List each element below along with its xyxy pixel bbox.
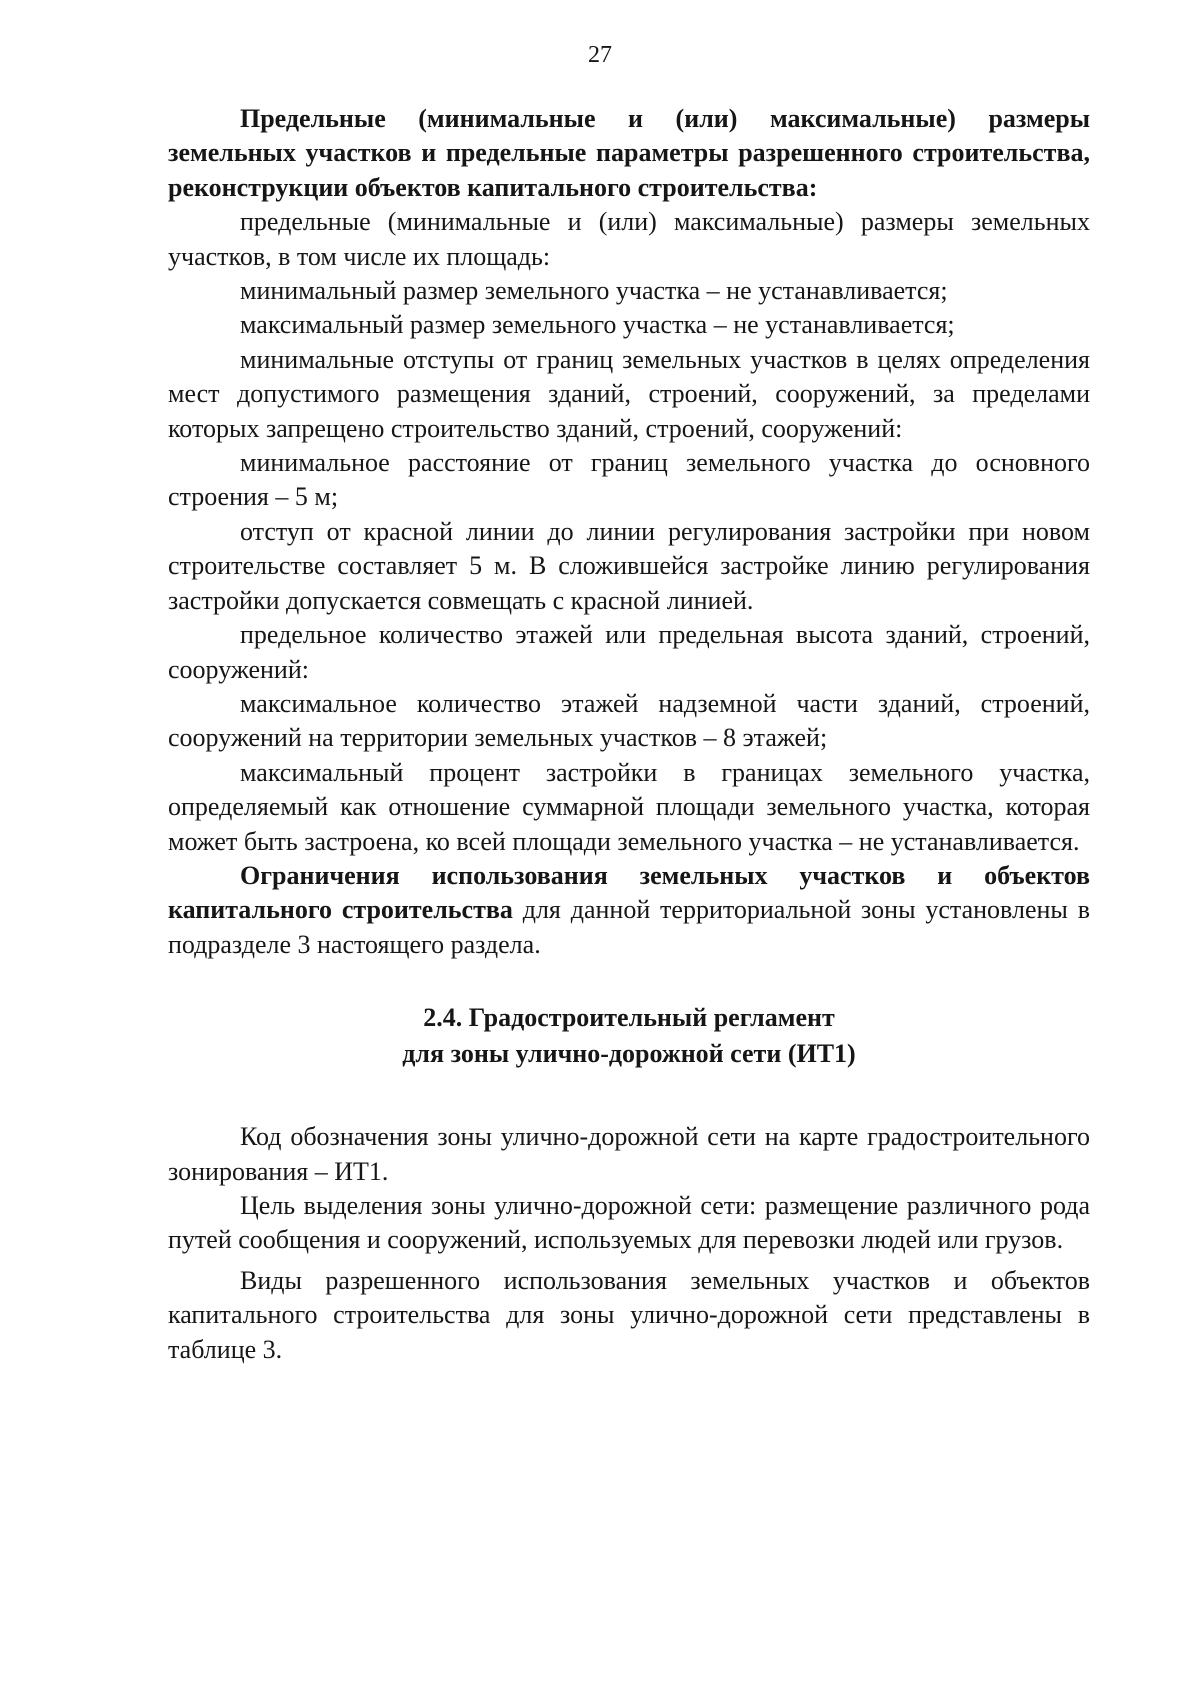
limits-heading: Предельные (минимальные и (или) максимальные) размеры земельных участков и предельные параметры разрешенного строительства, реконструкции объектов капитального строительства:: [168, 104, 1090, 202]
section-title-line-2: для зоны улично-дорожной сети (ИТ1): [402, 1039, 856, 1069]
page-content: [168, 102, 1090, 1367]
paragraph: предельное количество этажей или предельная высота зданий, строений, сооружений:: [168, 620, 1090, 684]
section-title: [168, 1000, 1090, 1072]
paragraph: максимальный размер земельного участка – не устанавливается;: [240, 310, 955, 340]
restrictions-bold-text: Ограничения использования земельных участков и объектов капитального строительства: [168, 860, 1090, 925]
section-title-line-1: 2.4. Градостроительный регламент: [423, 1003, 835, 1033]
paragraph: максимальный процент застройки в границах земельного участка, определяемый как отношение суммарной площади земельного участка, которая может быть застроена, ко всей площади земельного участка – не устанавливается.: [168, 757, 1090, 856]
paragraph: Виды разрешенного использования земельных участков и объектов капитального строительства для зоны улично-дорожной сети представлены в таблице 3.: [168, 1265, 1090, 1364]
page-number: 27: [588, 42, 612, 68]
paragraph: минимальный размер земельного участка – не устанавливается;: [240, 276, 948, 306]
restrictions-text: для данной территориальной зоны установлены в подразделе 3 настоящего раздела.: [168, 895, 1090, 959]
paragraph: Код обозначения зоны улично-дорожной сети на карте градостроительного зонирования – ИТ1.: [168, 1122, 1090, 1186]
paragraph: минимальное расстояние от границ земельного участка до основного строения – 5 м;: [168, 448, 1090, 512]
paragraph: отступ от красной линии до линии регулирования застройки при новом строительстве составляет 5 м. В сложившейся застройке линию регулирования застройки допускается совмещать с красной линией.: [168, 516, 1090, 615]
restrictions-paragraph: [168, 859, 1090, 962]
paragraph: минимальные отступы от границ земельных участков в целях определения мест допустимого размещения зданий, строений, сооружений, за пределами которых запрещено строительство зданий, строений, сооружений:: [168, 344, 1090, 443]
paragraph: Цель выделения зоны улично-дорожной сети: размещение различного рода путей сообщения и сооружений, используемых для перевозки людей или грузов.: [168, 1190, 1090, 1255]
paragraph: максимальное количество этажей надземной части зданий, строений, сооружений на территории земельных участков – 8 этажей;: [168, 688, 1090, 753]
paragraph: предельные (минимальные и (или) максимальные) размеры земельных участков, в том числе их площадь:: [168, 207, 1090, 271]
